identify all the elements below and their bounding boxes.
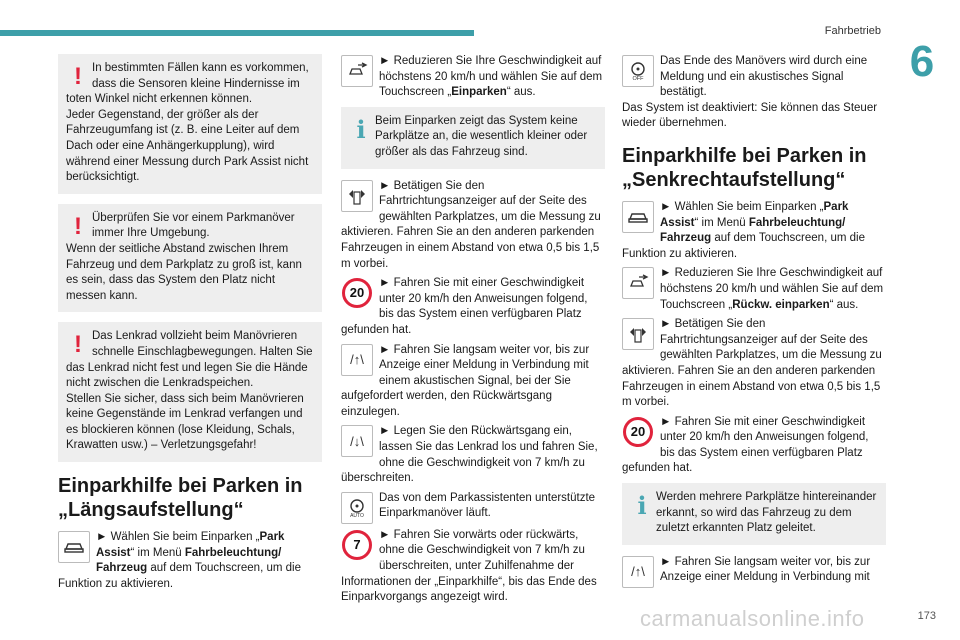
speed-limit-sign: 20 (622, 416, 654, 448)
instruction-step (341, 491, 605, 524)
instruction-text: ► Fahren Sie vorwärts oder rückwärts, ohne die Geschwindigkeit von 7 km/h zu überschreiten, unter Zuhilfenahme der Informationen der „Einparkhilfe“, bis das Ende des Einparkvorgangs angezeigt wird. (341, 528, 597, 604)
speed-limit-sign: 7 (341, 529, 373, 561)
warning-icon: ! (74, 63, 82, 90)
warning-text: toten Winkel nicht erkennen können. Jeder Gegenstand, der größer als der Fahrzeugumfang ist (z. B. eine Leiter auf dem Dach oder eine Anhängerkupplung), wird während einer Messung durch Park Assist nicht berücksichtigt. (66, 93, 309, 184)
instruction-text: ► Reduzieren Sie Ihre Geschwindigkeit auf höchstens 20 km/h und wählen Sie auf dem Touchscreen „Rückw. einparken“ aus. (660, 267, 884, 311)
instruction-text: ► Betätigen Sie den Fahrtrichtungsanzeiger auf der Seite des gewählten Parkplatzes, um die Messung zu aktivieren. Fahren Sie an den anderen parkenden Fahrzeugen in einem Abstand von etwa 0,5 bis 1,5 m vorbei. (622, 318, 882, 409)
instruction-step (622, 317, 886, 411)
instruction-text: ► Betätigen Sie den Fahrtrichtungsanzeiger auf der Seite des gewählten Parkplatzes, um die Messung zu aktivieren. Fahren Sie an den anderen parkenden Fahrzeugen in einem Abstand von etwa 0,5 bis 1,5 m vorbei. (341, 179, 601, 270)
instruction-text: ► Fahren Sie mit einer Geschwindigkeit unter 20 km/h den Anweisungen folgend, bis das System einen verfügbaren Platz gefunden hat. (341, 277, 588, 336)
instruction-step (341, 424, 605, 486)
instruction-step (341, 179, 605, 273)
page-number: 173 (917, 610, 936, 622)
watermark: carmanualsonline.info (640, 606, 865, 631)
info-box (341, 107, 605, 169)
warning-text-first: Das Lenkrad vollzieht beim Manövrieren schnelle Einschlagbewegungen. Halten Sie (92, 330, 313, 358)
instruction-text: ► Fahren Sie langsam weiter vor, bis zur Anzeige einer Meldung in Verbindung mit (660, 555, 871, 584)
instruction-text: ► Legen Sie den Rückwärtsgang ein, lassen Sie das Lenkrad los und fahren Sie, ohne die Geschwindigkeit von 7 km/h zu überschreiten. (341, 425, 598, 485)
instruction-text: ► Reduzieren Sie Ihre Geschwindigkeit auf höchstens 20 km/h und wählen Sie auf dem Touchscreen „Einparken“ aus. (379, 55, 603, 99)
warning-text: Wenn der seitliche Abstand zwischen Ihrem Fahrzeug und dem Parkplatz zu groß ist, kann es sein, dass das System den Platz nicht messen kann. (66, 242, 302, 302)
svg-text:AUTO: AUTO (350, 512, 364, 518)
instruction-text: Das Ende des Manövers wird durch eine Meldung und ein akustisches Signal bestätigt. Das System ist deaktiviert: Sie können das Steuer wieder übernehmen. (622, 55, 878, 130)
info-icon: i (637, 491, 647, 521)
chapter-number: 6 (909, 37, 935, 86)
speed-reduce-icon (622, 267, 654, 299)
instruction-step (58, 530, 322, 592)
instruction-text: Das von dem Parkassistenten unterstützte Einparkmanöver läuft. (379, 491, 596, 520)
car-icon (622, 201, 654, 233)
warning-text: das Lenkrad nicht fest und legen Sie die Hände nicht zwischen die Lenkradspeichen. Stellen Sie sicher, dass sich beim Manövrieren keine Gegenstände im Lenkrad verfangen und es blockieren können (lose Kleidung, Schals, Krawatten usw.) – Verletzungsgefahr! (66, 361, 308, 452)
instruction-step (341, 54, 605, 101)
instruction-step (622, 415, 886, 477)
instruction-text: ► Fahren Sie langsam weiter vor, bis zur Anzeige einer Meldung in Verbindung mit einem akustischen Signal, bei der Sie aufgefordert werden, den Rückwärtsgang einzulegen. (341, 343, 590, 418)
info-icon: i (356, 114, 366, 144)
instruction-step (622, 54, 886, 132)
turn-signal-icon (622, 318, 654, 350)
warning-icon: ! (74, 331, 82, 359)
instruction-step (622, 266, 886, 313)
warning-box (58, 322, 322, 462)
forward-arrows-icon: /↑\ (341, 344, 373, 376)
info-text: Beim Einparken zeigt das System keine Parkplätze an, die wesentlich kleiner oder größer als das Fahrzeug sind. (375, 114, 588, 158)
auto-steering-icon (341, 492, 373, 524)
section-heading: Einparkhilfe bei Parken in „Längsaufstellung“ (58, 475, 303, 522)
warning-text-first: In bestimmten Fällen kann es vorkommen, dass die Sensoren kleine Hindernisse im (92, 62, 309, 90)
instruction-step (622, 555, 886, 588)
forward-arrows-icon: /↑\ (622, 556, 654, 588)
instruction-step (341, 276, 605, 338)
section-heading: Einparkhilfe bei Parken in „Senkrechtaufstellung“ (622, 144, 867, 191)
car-icon (58, 531, 90, 563)
instruction-step (341, 343, 605, 421)
column-2 (341, 54, 605, 610)
instruction-step (341, 528, 605, 606)
reverse-arrows-icon: /↓\ (341, 425, 373, 457)
column-1 (58, 54, 322, 596)
header-accent-bar (0, 30, 474, 36)
warning-box (58, 54, 322, 194)
instruction-step (622, 200, 886, 262)
svg-text:OFF: OFF (632, 76, 644, 81)
instruction-text: ► Wählen Sie beim Einparken „Park Assist“ im Menü Fahrbeleuchtung/ Fahrzeug auf dem Touchscreen, um die Funktion zu aktivieren. (622, 200, 865, 260)
section-title: Fahrbetrieb (824, 25, 881, 37)
instruction-text: ► Wählen Sie beim Einparken „Park Assist“ im Menü Fahrbeleuchtung/ Fahrzeug auf dem Touchscreen, um die Funktion zu aktivieren. (58, 531, 301, 590)
steering-off-icon (622, 55, 654, 87)
warning-text-first: Überprüfen Sie vor einem Parkmanöver immer Ihre Umgebung. (92, 211, 295, 240)
instruction-text: ► Fahren Sie mit einer Geschwindigkeit unter 20 km/h den Anweisungen folgend, bis das System einen verfügbaren Platz gefunden hat. (622, 415, 869, 475)
info-box (622, 483, 886, 545)
speed-limit-sign: 20 (341, 277, 373, 309)
warning-icon: ! (74, 212, 82, 240)
info-text: Werden mehrere Parkplätze hintereinander erkannt, so wird das Fahrzeug zu dem zuletzt erkannten Platz geleitet. (656, 491, 877, 535)
warning-box (58, 204, 322, 313)
column-3 (622, 54, 886, 592)
speed-reduce-icon (341, 55, 373, 87)
turn-signal-icon (341, 180, 373, 212)
